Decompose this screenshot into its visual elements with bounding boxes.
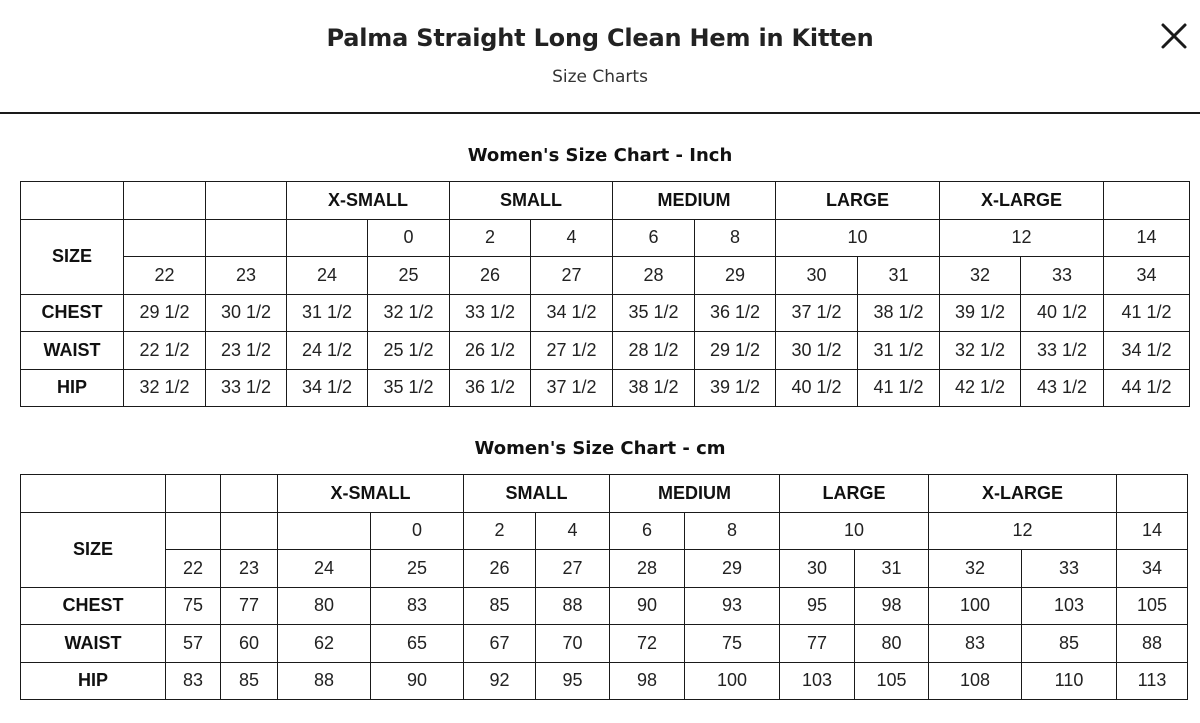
group-large: LARGE [780, 475, 929, 513]
hip-value: 103 [780, 662, 855, 700]
size-group-row [21, 182, 1190, 220]
inch-chart-title: Women's Size Chart - Inch [467, 145, 733, 166]
hip-value: 110 [1022, 662, 1117, 700]
group-x-small: X-SMALL [287, 182, 450, 220]
group-small: SMALL [464, 475, 610, 513]
waist-value: 22 1/2 [124, 332, 206, 370]
chest-value: 93 [685, 587, 780, 625]
chest-value: 90 [610, 587, 685, 625]
hip-value: 95 [536, 662, 610, 700]
chest-value: 30 1/2 [206, 294, 287, 332]
chest-value: 75 [166, 587, 221, 625]
size-label: SIZE [21, 219, 124, 294]
hip-label: HIP [21, 369, 124, 407]
chest-value: 100 [929, 587, 1022, 625]
waist-value: 80 [855, 625, 929, 663]
waist-value: 88 [1117, 625, 1188, 663]
waist-size-cell: 30 [780, 550, 855, 588]
cm-chart-title: Women's Size Chart - cm [474, 438, 726, 459]
numeric-cell: 2 [464, 512, 536, 550]
numeric-cell: 12 [940, 219, 1104, 257]
waist-value: 72 [610, 625, 685, 663]
waist-size-cell: 34 [1117, 550, 1188, 588]
waist-size-cell: 29 [685, 550, 780, 588]
chest-value: 77 [221, 587, 278, 625]
modal-header [0, 0, 1200, 114]
numeric-cell [221, 512, 278, 550]
numeric-cell [206, 219, 287, 257]
hip-value: 105 [855, 662, 929, 700]
waist-label: WAIST [21, 332, 124, 370]
hip-row [21, 662, 1188, 700]
chest-value: 41 1/2 [1104, 294, 1190, 332]
chest-value: 35 1/2 [613, 294, 695, 332]
chest-value: 85 [464, 587, 536, 625]
waist-size-cell: 34 [1104, 257, 1190, 295]
waist-size-cell: 22 [166, 550, 221, 588]
waist-value: 62 [278, 625, 371, 663]
waist-value: 57 [166, 625, 221, 663]
chest-label: CHEST [21, 587, 166, 625]
waist-size-cell: 33 [1022, 550, 1117, 588]
hip-value: 44 1/2 [1104, 369, 1190, 407]
hip-value: 92 [464, 662, 536, 700]
waist-value: 25 1/2 [368, 332, 450, 370]
group-medium: MEDIUM [613, 182, 776, 220]
numeric-size-row [21, 512, 1188, 550]
numeric-cell: 10 [780, 512, 929, 550]
chest-value: 103 [1022, 587, 1117, 625]
hip-value: 83 [166, 662, 221, 700]
waist-size-cell: 25 [368, 257, 450, 295]
waist-value: 31 1/2 [858, 332, 940, 370]
waist-size-cell: 28 [610, 550, 685, 588]
group-large: LARGE [776, 182, 940, 220]
waist-value: 60 [221, 625, 278, 663]
group-cell [1117, 475, 1188, 513]
chest-row [21, 294, 1190, 332]
waist-value: 29 1/2 [695, 332, 776, 370]
waist-size-cell: 27 [536, 550, 610, 588]
waist-size-cell: 31 [858, 257, 940, 295]
group-cell [124, 182, 206, 220]
hip-value: 32 1/2 [124, 369, 206, 407]
group-x-large: X-LARGE [940, 182, 1104, 220]
chest-value: 36 1/2 [695, 294, 776, 332]
numeric-cell [287, 219, 368, 257]
waist-label: WAIST [21, 625, 166, 663]
waist-size-cell: 24 [287, 257, 368, 295]
chest-value: 98 [855, 587, 929, 625]
waist-value: 27 1/2 [531, 332, 613, 370]
chest-value: 83 [371, 587, 464, 625]
waist-size-row [21, 257, 1190, 295]
group-cell [206, 182, 287, 220]
waist-value: 34 1/2 [1104, 332, 1190, 370]
waist-value: 30 1/2 [776, 332, 858, 370]
hip-value: 113 [1117, 662, 1188, 700]
waist-size-cell: 25 [371, 550, 464, 588]
chest-value: 34 1/2 [531, 294, 613, 332]
numeric-size-row [21, 219, 1190, 257]
waist-value: 70 [536, 625, 610, 663]
chest-label: CHEST [21, 294, 124, 332]
group-cell [1104, 182, 1190, 220]
hip-value: 88 [278, 662, 371, 700]
corner-cell [21, 475, 166, 513]
product-title: Palma Straight Long Clean Hem in Kitten [326, 24, 874, 52]
chest-value: 29 1/2 [124, 294, 206, 332]
waist-value: 65 [371, 625, 464, 663]
waist-value: 75 [685, 625, 780, 663]
hip-value: 100 [685, 662, 780, 700]
waist-size-cell: 28 [613, 257, 695, 295]
chest-value: 105 [1117, 587, 1188, 625]
waist-value: 67 [464, 625, 536, 663]
inch-size-table [20, 181, 1190, 407]
waist-size-row [21, 550, 1188, 588]
waist-size-cell: 22 [124, 257, 206, 295]
hip-value: 85 [221, 662, 278, 700]
chest-value: 38 1/2 [858, 294, 940, 332]
numeric-cell: 8 [695, 219, 776, 257]
waist-size-cell: 31 [855, 550, 929, 588]
group-x-large: X-LARGE [929, 475, 1117, 513]
waist-size-cell: 26 [450, 257, 531, 295]
numeric-cell: 2 [450, 219, 531, 257]
waist-value: 33 1/2 [1021, 332, 1104, 370]
hip-value: 40 1/2 [776, 369, 858, 407]
hip-value: 37 1/2 [531, 369, 613, 407]
waist-size-cell: 27 [531, 257, 613, 295]
chest-value: 88 [536, 587, 610, 625]
waist-size-cell: 33 [1021, 257, 1104, 295]
numeric-cell: 12 [929, 512, 1117, 550]
numeric-cell: 8 [685, 512, 780, 550]
group-cell [166, 475, 221, 513]
hip-value: 36 1/2 [450, 369, 531, 407]
hip-value: 43 1/2 [1021, 369, 1104, 407]
chest-row [21, 587, 1188, 625]
chest-value: 39 1/2 [940, 294, 1021, 332]
hip-value: 42 1/2 [940, 369, 1021, 407]
group-medium: MEDIUM [610, 475, 780, 513]
hip-value: 35 1/2 [368, 369, 450, 407]
close-button[interactable] [1156, 18, 1192, 54]
numeric-cell: 6 [610, 512, 685, 550]
group-x-small: X-SMALL [278, 475, 464, 513]
waist-size-cell: 26 [464, 550, 536, 588]
chest-value: 31 1/2 [287, 294, 368, 332]
waist-size-cell: 24 [278, 550, 371, 588]
chest-value: 32 1/2 [368, 294, 450, 332]
waist-value: 26 1/2 [450, 332, 531, 370]
waist-value: 28 1/2 [613, 332, 695, 370]
numeric-cell [166, 512, 221, 550]
waist-size-cell: 23 [221, 550, 278, 588]
numeric-cell: 0 [368, 219, 450, 257]
hip-row [21, 369, 1190, 407]
waist-size-cell: 23 [206, 257, 287, 295]
chest-value: 40 1/2 [1021, 294, 1104, 332]
hip-value: 33 1/2 [206, 369, 287, 407]
waist-size-cell: 32 [929, 550, 1022, 588]
chest-value: 37 1/2 [776, 294, 858, 332]
size-label: SIZE [21, 512, 166, 587]
waist-value: 32 1/2 [940, 332, 1021, 370]
waist-row [21, 625, 1188, 663]
waist-row [21, 332, 1190, 370]
numeric-cell [278, 512, 371, 550]
waist-value: 83 [929, 625, 1022, 663]
hip-value: 98 [610, 662, 685, 700]
numeric-cell: 14 [1104, 219, 1190, 257]
hip-value: 108 [929, 662, 1022, 700]
modal-subtitle: Size Charts [552, 67, 648, 87]
waist-value: 23 1/2 [206, 332, 287, 370]
chest-value: 33 1/2 [450, 294, 531, 332]
corner-cell [21, 182, 124, 220]
numeric-cell: 10 [776, 219, 940, 257]
numeric-cell: 14 [1117, 512, 1188, 550]
hip-value: 41 1/2 [858, 369, 940, 407]
waist-value: 24 1/2 [287, 332, 368, 370]
waist-size-cell: 29 [695, 257, 776, 295]
numeric-cell: 6 [613, 219, 695, 257]
hip-value: 34 1/2 [287, 369, 368, 407]
chest-value: 80 [278, 587, 371, 625]
hip-value: 39 1/2 [695, 369, 776, 407]
group-small: SMALL [450, 182, 613, 220]
chest-value: 95 [780, 587, 855, 625]
hip-value: 90 [371, 662, 464, 700]
hip-label: HIP [21, 662, 166, 700]
numeric-cell: 0 [371, 512, 464, 550]
waist-value: 77 [780, 625, 855, 663]
hip-value: 38 1/2 [613, 369, 695, 407]
close-icon [1156, 18, 1192, 54]
waist-size-cell: 32 [940, 257, 1021, 295]
cm-size-table [20, 474, 1188, 700]
waist-size-cell: 30 [776, 257, 858, 295]
waist-value: 85 [1022, 625, 1117, 663]
numeric-cell: 4 [536, 512, 610, 550]
numeric-cell: 4 [531, 219, 613, 257]
group-cell [221, 475, 278, 513]
numeric-cell [124, 219, 206, 257]
size-group-row [21, 475, 1188, 513]
